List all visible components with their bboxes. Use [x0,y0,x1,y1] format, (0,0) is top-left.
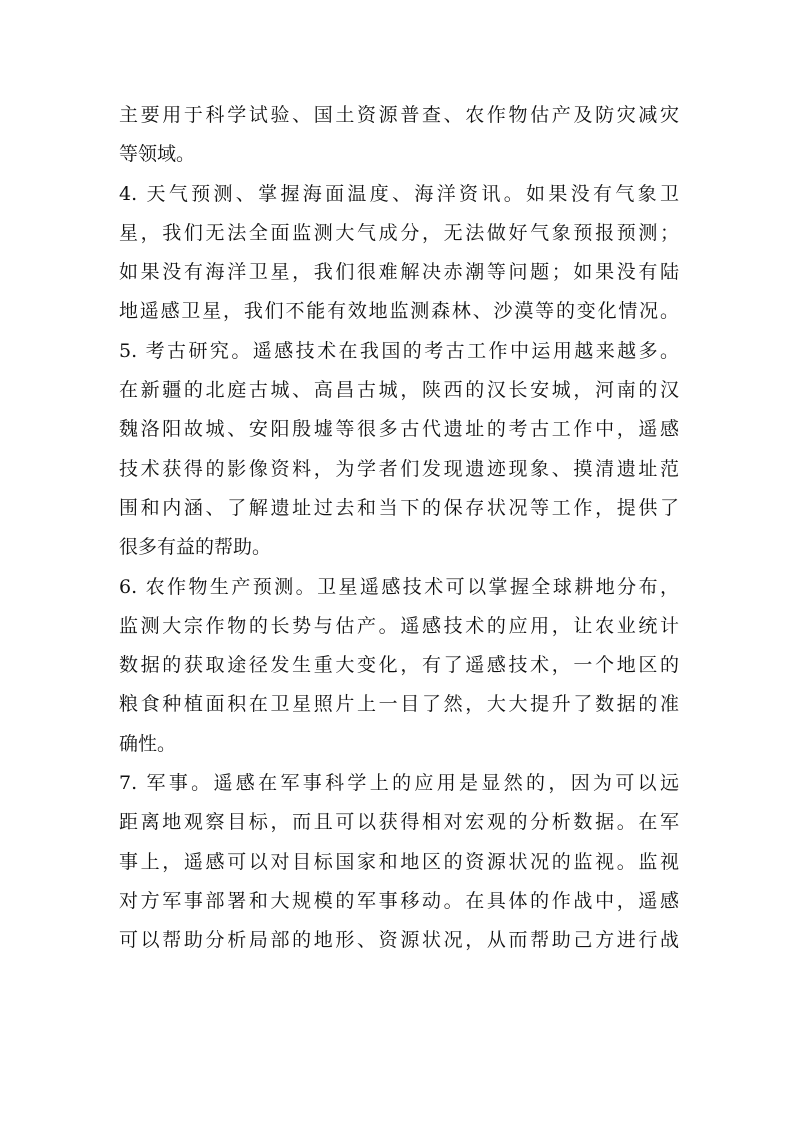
text-line: 距离地观察目标，而且可以获得相对宏观的分析数据。在军 [119,811,679,834]
text-line: 技术获得的影像资料，为学者们发现遗迹现象、摸清遗址范 [119,457,679,480]
text-line: 7. 军事。遥感在军事科学上的应用是显然的，因为可以远 [119,772,679,795]
text-line: 在新疆的北庭古城、高昌古城，陕西的汉长安城，河南的汉 [119,379,679,402]
text-line: 事上，遥感可以对目标国家和地区的资源状况的监视。监视 [119,850,679,873]
text-line: 地遥感卫星，我们不能有效地监测森林、沙漠等的变化情况。 [119,300,679,323]
text-line: 数据的获取途径发生重大变化，有了遥感技术，一个地区的 [119,654,679,677]
text-line: 4. 天气预测、掌握海面温度、海洋资讯。如果没有气象卫 [119,182,679,205]
text-line: 粮食种植面积在卫星照片上一目了然，大大提升了数据的准 [119,693,679,716]
text-line: 星，我们无法全面监测大气成分，无法做好气象预报预测； [119,221,679,244]
text-line: 确性。 [119,732,177,755]
text-line: 6. 农作物生产预测。卫星遥感技术可以掌握全球耕地分布， [119,575,679,598]
text-line: 如果没有海洋卫星，我们很难解决赤潮等问题；如果没有陆 [119,261,679,284]
text-line: 魏洛阳故城、安阳殷墟等很多古代遗址的考古工作中，遥感 [119,418,679,441]
document-body [119,96,679,961]
text-line: 对方军事部署和大规模的军事移动。在具体的作战中，遥感 [119,889,679,912]
text-line: 主要用于科学试验、国土资源普查、农作物估产及防灾减灾 [119,104,679,126]
text-line: 等领域。 [119,143,196,166]
text-line: 围和内涵、了解遗址过去和当下的保存状况等工作，提供了 [119,496,679,519]
text-line: 很多有益的帮助。 [119,536,272,559]
text-line: 可以帮助分析局部的地形、资源状况，从而帮助己方进行战 [119,929,679,952]
text-line: 5. 考古研究。遥感技术在我国的考古工作中运用越来越多。 [119,339,679,362]
text-line: 监测大宗作物的长势与估产。遥感技术的应用，让农业统计 [119,614,679,637]
